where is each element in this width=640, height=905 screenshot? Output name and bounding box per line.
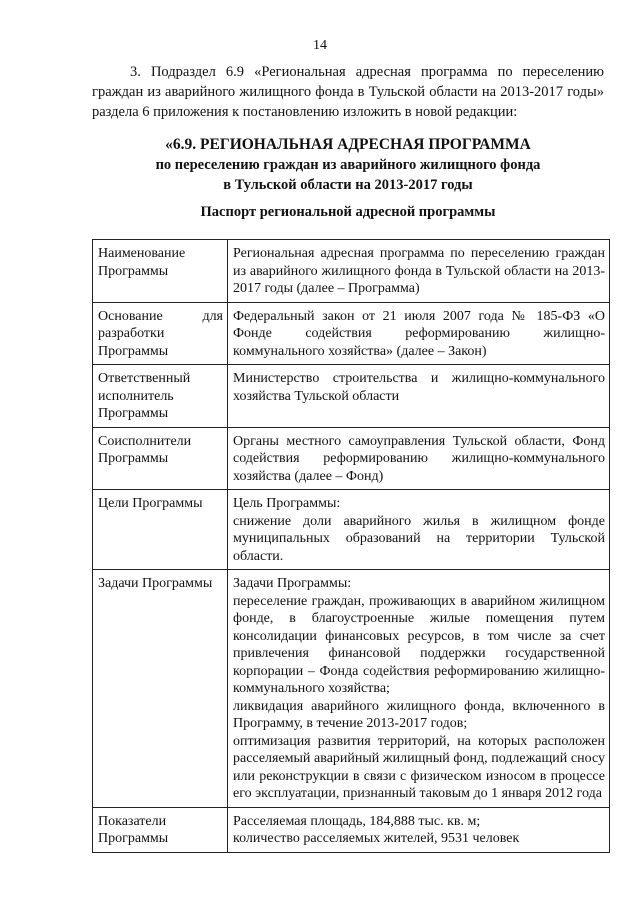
row-label: Наименование Программы (93, 240, 228, 303)
row-value: Федеральный закон от 21 июля 2007 года № 185-ФЗ «О Фонде содействия реформированию жилищно-коммунального хозяйства» (далее – Закон) (228, 302, 610, 365)
row-value (228, 570, 610, 808)
value-line: количество расселяемых жителей, 9531 человек (233, 831, 520, 846)
row-label: Основание для разработки Программы (93, 302, 228, 365)
table-row (93, 365, 610, 428)
value-line: ликвидация аварийного жилищного фонда, включенного в Программу, в течение 2013-2017 годов; (233, 698, 605, 731)
table-row (93, 302, 610, 365)
intro-paragraph: 3. Подраздел 6.9 «Региональная адресная программа по переселению граждан из аварийного жилищного фонда в Тульской области на 2013-2017 годы» раздела 6 приложения к постановлению изложить в новой редакции: (92, 64, 604, 120)
table-row (93, 427, 610, 490)
page-number: 14 (313, 38, 327, 53)
heading-line-1: «6.9. РЕГИОНАЛЬНАЯ АДРЕСНАЯ ПРОГРАММА (165, 136, 531, 153)
section-heading (92, 135, 604, 195)
heading-line-2: по переселению граждан из аварийного жилищного фонда (155, 157, 541, 173)
row-value: Министерство строительства и жилищно-коммунального хозяйства Тульской области (228, 365, 610, 428)
heading-line-3: в Тульской области на 2013-2017 годы (223, 177, 473, 193)
passport-table (92, 239, 610, 853)
row-label: Показатели Программы (93, 807, 228, 852)
table-row (93, 570, 610, 808)
row-label: Ответственный исполнитель Программы (93, 365, 228, 428)
row-value: Органы местного самоуправления Тульской области, Фонд содействия реформированию жилищно-коммунального хозяйства (далее – Фонд) (228, 427, 610, 490)
row-value (228, 490, 610, 570)
value-line: оптимизация развития территорий, на которых расположен расселяемый аварийный жилищный фонд, подлежащий сносу или реконструкции в связи с физическом износом в процессе его эксплуатации, признанный таковым до 1 января 2012 года (233, 733, 605, 801)
table-row (93, 490, 610, 570)
passport-title: Паспорт региональной адресной программы (200, 204, 496, 220)
row-value (228, 807, 610, 852)
table-row (93, 807, 610, 852)
value-line: снижение доли аварийного жилья в жилищном фонде муниципальных образований на территории Тульской области. (233, 513, 605, 564)
table-row (93, 240, 610, 303)
value-line: Задачи Программы: (233, 576, 352, 591)
value-line: Расселяемая площадь, 184,888 тыс. кв. м; (233, 813, 481, 829)
value-line: переселение граждан, проживающих в аварийном жилищном фонде, в благоустроенные жилые помещения путем консолидации финансовых ресурсов, в том числе за счет привлечения финансовой поддержки государственной корпорации – Фонда содействия реформированию жилищно-коммунального хозяйства; (233, 593, 605, 696)
row-label: Цели Программы (93, 490, 228, 570)
value-line: Цель Программы: (233, 496, 341, 511)
row-value: Региональная адресная программа по переселению граждан из аварийного жилищного фонда в Тульской области на 2013-2017 годы (далее – Программа) (228, 240, 610, 303)
row-label: Соисполнители Программы (93, 427, 228, 490)
row-label: Задачи Программы (93, 570, 228, 808)
